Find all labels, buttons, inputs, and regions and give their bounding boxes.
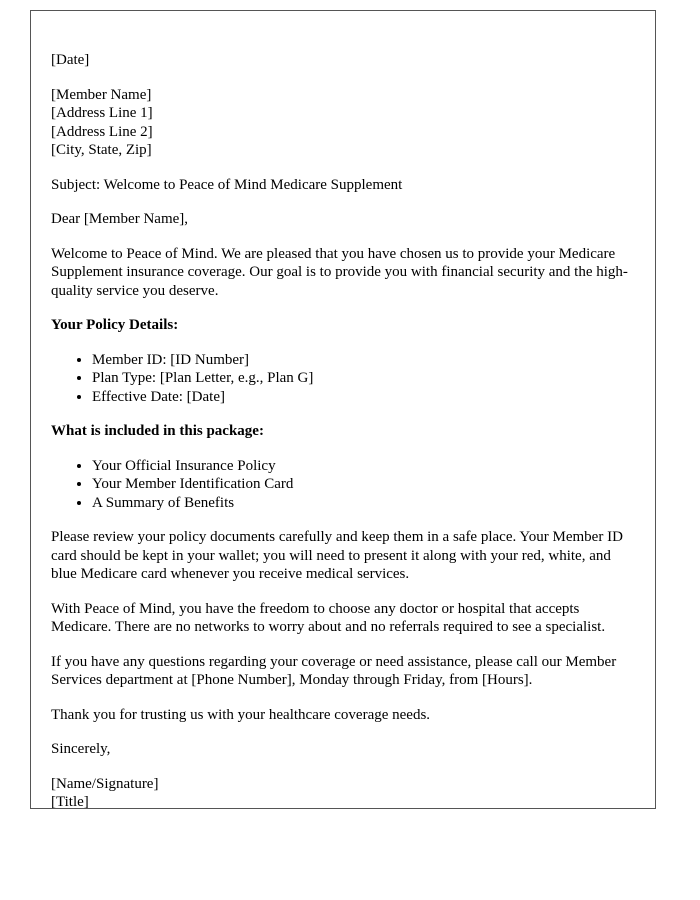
review-paragraph: Please review your policy documents carefully and keep them in a safe place. Your Member ID card should be kept in your wallet; you will need to present it along with your red, white, and blue Medicare card whenever you receive medical services. [51, 529, 623, 582]
list-item: • Your Member Identification Card [92, 475, 631, 494]
title-line: [Title] [51, 794, 89, 809]
recipient-name: [Member Name] [51, 86, 152, 103]
list-item: • A Summary of Benefits [92, 494, 631, 513]
list-item: • Plan Type: [Plan Letter, e.g., Plan G] [92, 369, 631, 388]
signature-line: [Name/Signature] [51, 775, 159, 792]
recipient-address-block [51, 86, 631, 160]
thanks-paragraph: Thank you for trusting us with your healthcare coverage needs. [51, 706, 431, 723]
policy-details-list [51, 351, 631, 407]
recipient-address-line-1: [Address Line 1] [51, 105, 153, 121]
recipient-address-line-2: [Address Line 2] [51, 123, 153, 140]
intro-paragraph: Welcome to Peace of Mind. We are pleased that you have chosen us to provide your Medicare Supplement insurance coverage. Our goal is to provide you with financial security and the high-quality service you deserve. [51, 245, 628, 299]
letter-document [30, 10, 656, 809]
subject-line: Subject: Welcome to Peace of Mind Medicare Supplement [51, 176, 403, 193]
package-heading: What is included in this package: [51, 423, 264, 439]
package-items-list [51, 457, 631, 513]
signature-block [51, 775, 631, 810]
salutation: Dear [Member Name], [51, 211, 189, 227]
list-item: • Your Official Insurance Policy [92, 457, 631, 476]
list-item: • Member ID: [ID Number] [92, 351, 631, 370]
date-line: [Date] [51, 52, 90, 68]
freedom-paragraph: With Peace of Mind, you have the freedom to choose any doctor or hospital that accepts Medicare. There are no networks to worry about and no referrals required to see a specialist. [51, 600, 606, 635]
closing-line: Sincerely, [51, 741, 111, 757]
list-item: • Effective Date: [Date] [92, 388, 631, 407]
questions-paragraph: If you have any questions regarding your coverage or need assistance, please call our Member Services department at [Phone Number], Monday through Friday, from [Hours]. [51, 653, 617, 688]
recipient-city-state-zip: [City, State, Zip] [51, 142, 152, 158]
policy-details-heading: Your Policy Details: [51, 317, 179, 333]
